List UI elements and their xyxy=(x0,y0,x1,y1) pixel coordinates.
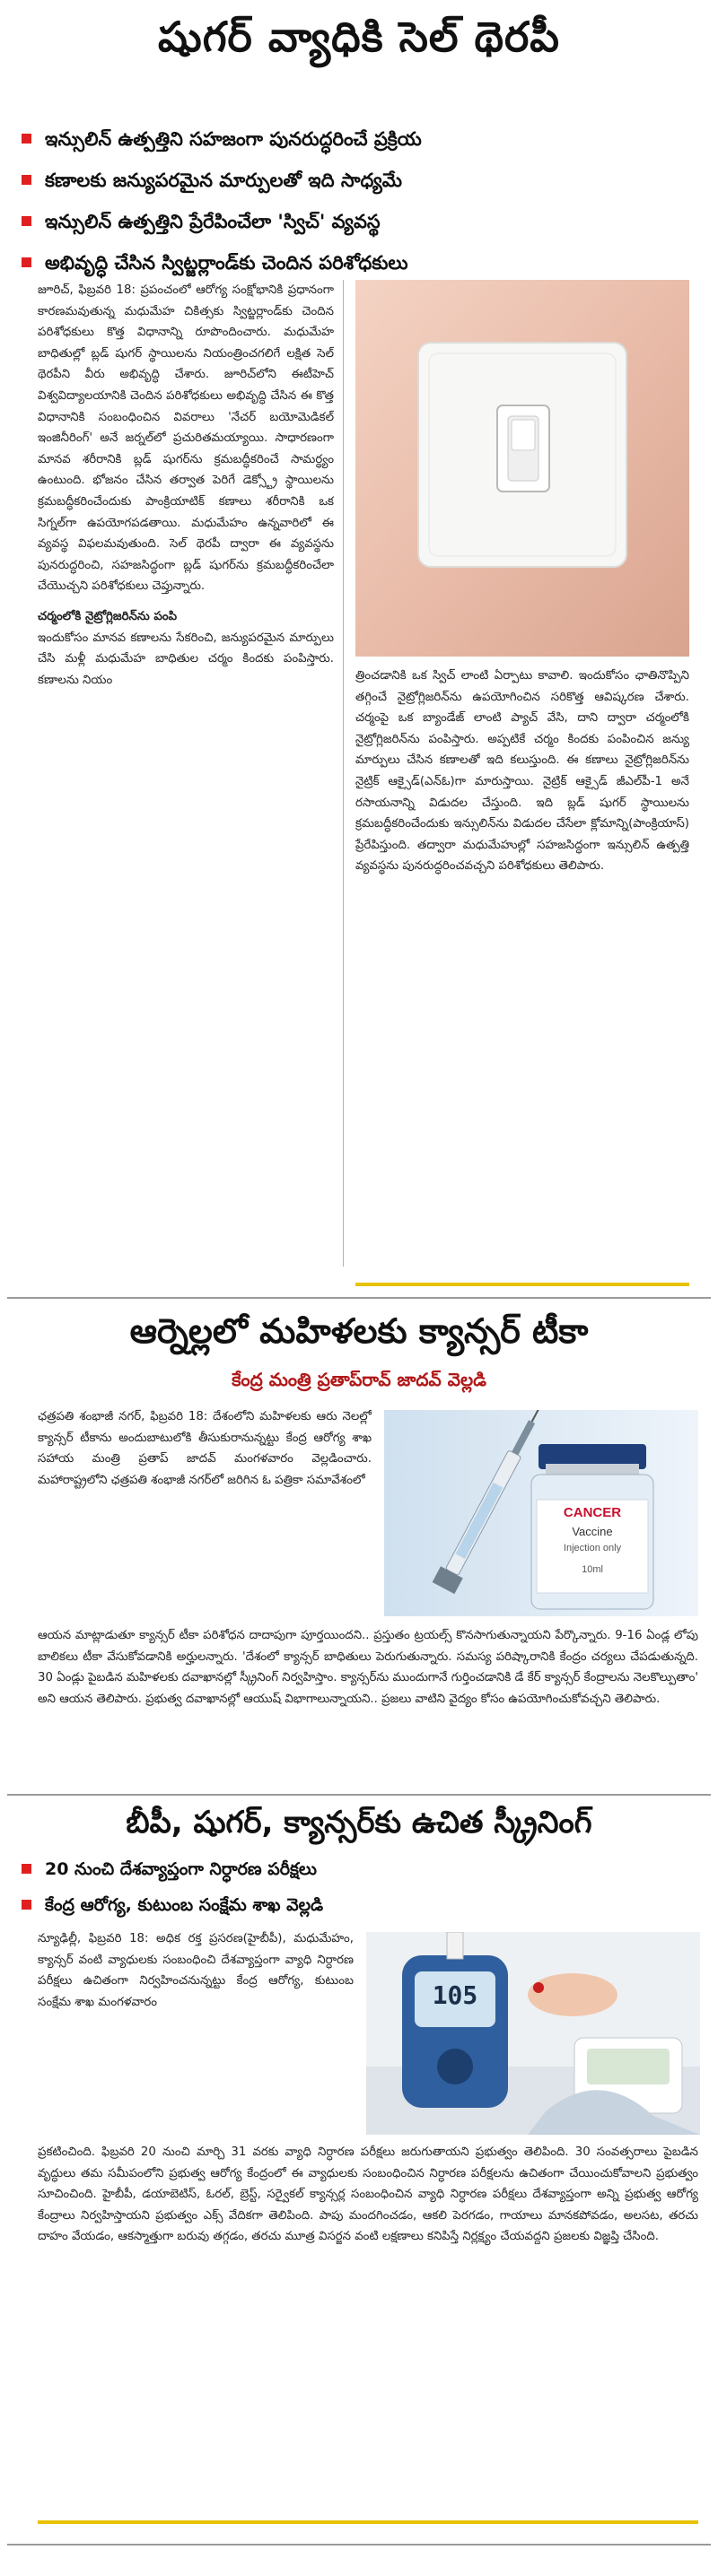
vial-line-2: Vaccine xyxy=(572,1525,613,1538)
story2-headline: ఆర్నెల్లలో మహిళలకు క్యాన్సర్ టీకా xyxy=(129,1311,589,1351)
vial-label: CANCER xyxy=(563,1505,622,1520)
story3-body-text: న్యూఢిల్లీ, ఫిబ్రవరి 18: అధిక రక్త ప్రసరణ(హైబీపీ), మధుమేహం, క్యాన్సర్ వంటి వ్యాధులకు సంబంధించి దేశవ్యాప్తంగా వ్యాధి నిర్ధారణ పరీక్షలు ఉచితంగా నిర్వహించనున్నట్టు కేంద్ర ఆరోగ్య, కుటుంబ సంక్షేమ శాఖ మంగళవారం xyxy=(38,1932,354,2009)
story3-left-text xyxy=(38,1928,354,2140)
story1-bullets xyxy=(20,118,711,283)
story1-column-2 xyxy=(355,666,689,1284)
story3-bullet: 20 నుంచి దేశవ్యాప్తంగా నిర్ధారణ పరీక్షలు xyxy=(20,1851,711,1887)
story1-end-bar xyxy=(355,1283,689,1286)
story3-bullet: కేంద్ర ఆరోగ్య, కుటుంబ సంక్షేమ శాఖ వెల్లడి xyxy=(20,1887,711,1923)
page-bottom-divider xyxy=(7,2544,711,2546)
vial-line-3: Injection only xyxy=(563,1543,622,1553)
story1-column-1 xyxy=(38,280,334,1284)
story1-body-text-2: ఇందుకోసం మానవ కణాలను సేకరించి, జన్యుపరమైన మార్పులు చేసి మళ్లీ మధుమేహ బాధితుల చర్మం కిందకు పంపిస్తారు. కణాలను నియం xyxy=(38,631,334,687)
story2-full-text xyxy=(38,1625,698,1781)
story1-bullet: కణాలకు జన్యుపరమైన మార్పులతో ఇది సాధ్యమే xyxy=(20,160,711,201)
story1-bullet: ఇన్సులిన్ ఉత్పత్తిని ప్రేరేపించేలా 'స్విచ్' వ్యవస్థ xyxy=(20,201,711,242)
story3-full-text xyxy=(38,2142,698,2510)
story3-end-bar xyxy=(38,2520,698,2524)
story2-body-text: ఛత్రపతి శంభాజీ నగర్, ఫిబ్రవరి 18: దేశంలోని మహిళలకు ఆరు నెలల్లో క్యాన్సర్ టీకాను అందుబాటులోకి తీసుకురానున్నట్టు కేంద్ర ఆరోగ్య శాఖ సహాయ మంత్రి ప్రతాప్ జాదవ్ మంగళవారం వెల్లడించారు. మహారాష్ట్రలోని ఛత్రపతి శంభాజీ నగర్‌లో జరిగిన ఓ పత్రికా సమావేశంలో xyxy=(38,1410,372,1487)
section-divider-2 xyxy=(7,1794,711,1796)
meter-reading: 105 xyxy=(432,1980,478,2010)
story3-body-text-2: ప్రకటించింది. ఫిబ్రవరి 20 నుంచి మార్చి 31 వరకు వ్యాధి నిర్ధారణ పరీక్షలు జరుగుతాయని ప్రభుత్వం తెలిపింది. 30 సంవత్సరాలు పైబడిన వృద్ధులు తమ సమీపంలోని ప్రభుత్వ ఆరోగ్య కేంద్రంలో ఈ వ్యాధులకు సంబంధించిన నిర్ధారణ పరీక్షలను ఉచితంగా చేయించుకోవాలని ప్రభుత్వం సూచించింది. హైబీపీ, డయాబెటిస్, ఓరల్, బ్రెస్ట్, సర్వైకల్ క్యాన్సర్ల సంబంధించిన వ్యాధి నిర్ధారణ పరీక్షలు దేశవ్యాప్తంగా అన్ని ప్రభుత్వ ఆరోగ్య కేంద్రాలు నిర్వహిస్తాయని ప్రభుత్వం ఎక్స్ వేదికగా తెలిపింది. పాపు మందగించడం, ఆకలి పెరగడం, గాయాలు మానకపోవడం, అలసట, తరచు దాహం వేయడం, ఆకస్మాత్తుగా బరువు తగ్గడం, తరచు మూత్ర విసర్జన వంటి లక్షణాలు కనిపిస్తే నిర్లక్ష్యం చేయవద్దని ప్రజలకు విజ్ఞప్తి చేసింది. xyxy=(38,2145,698,2244)
column-divider xyxy=(343,280,344,1266)
story3-headline: బీపీ, షుగర్, క్యాన్సర్‌కు ఉచిత స్క్రీనింగ్ xyxy=(126,1805,592,1841)
story1-headline: షుగర్ వ్యాధికి సెల్ థెరపీ xyxy=(158,13,560,61)
vial-line-4: 10ml xyxy=(582,1564,603,1575)
story2-body-text-2: ఆయన మాట్లాడుతూ క్యాన్సర్ టీకా పరిశోధన దాదాపుగా పూర్తయిందని.. ప్రస్తుతం ట్రయల్స్ కొనసాగుతున్నాయని పేర్కొన్నారు. 9-16 ఏండ్ల లోపు బాలికలు టీకా వేసుకోవడానికి అర్హులన్నారు. 'దేశంలో క్యాన్సర్ బాధితులు పెరుగుతున్నారు. సమస్య పరిష్కారానికి కేంద్రం చర్యలు చేపడుతున్నది. 30 ఏండ్లు పైబడిన మహిళలకు దవాఖానల్లో స్క్రీనింగ్ నిర్వహిస్తాం. క్యాన్సర్‌ను ముందుగానే గుర్తించడానికి డే కేర్ క్యాన్సర్ కేంద్రాలను నెలకొల్పుతాం' అని ఆయన తెలిపారు. ప్రభుత్వ దవాఖానల్లో ఆయుష్ విభాగాలున్నాయని.. ప్రజలు వాటిని వైద్యం కోసం ఉపయోగించుకోవచ్చని తెలిపారు. xyxy=(38,1629,698,1706)
story1-bullet: ఇన్సులిన్ ఉత్పత్తిని సహజంగా పునరుద్ధరించే ప్రక్రియ xyxy=(20,118,711,160)
skin-patch-photo xyxy=(355,280,689,657)
story2-subheadline: కేంద్ర మంత్రి ప్రతాప్‌రావ్ జాదవ్ వెల్లడి xyxy=(232,1369,486,1390)
story1-body-text: జూరిచ్, ఫిబ్రవరి 18: ప్రపంచంలో ఆరోగ్య సంక్షోభానికి ప్రధానంగా కారణమవుతున్న మధుమేహ చికిత్సకు స్విట్జర్లాండ్‌కు చెందిన పరిశోధకులు కొత్త విధానాన్ని రూపొందించారు. మధుమేహ బాధితుల్లో బ్లడ్ షుగర్ స్థాయిలను నియంత్రించగలిగే లక్షిత సెల్ థెరపీని వీరు అభివృద్ధి చేశారు. జూరిచ్‌లోని ఈటీహెచ్ విశ్వవిద్యాలయానికి చెందిన పరిశోధకులు అభివృద్ధి చేసిన ఈ కొత్త విధానానికి సంబంధించిన వివరాలు 'నేచర్ బయోమెడికల్ ఇంజినీరింగ్' అనే జర్నల్‌లో ప్రచురితమయ్యాయి. సాధారణంగా మానవ శరీరానికి బ్లడ్ షుగర్‌ను క్రమబద్ధీకరించే సామర్థ్యం ఉంటుంది. భోజనం చేసిన తర్వాత పెరిగే డెక్స్ట్రో స్థాయిలను క్రమబద్ధీకరించేందుకు పాంక్రియాటిక్ కణాలు శరీరానికి ఒక సిగ్నల్‌గా ఉపయోగపడతాయి. మధుమేహం ఉన్నవారిలో ఈ వ్యవస్థ విఫలమవుతుంది. సెల్ థెరపీ ద్వారా ఈ వ్యవస్థను పునరుద్ధరించి, సహజసిద్ధంగా బ్లడ్ షుగర్‌ను క్రమబద్ధీకరించేలా చేయొచ్చని పరిశోధకులు చెప్తున్నారు. xyxy=(38,283,334,594)
story3-bullets xyxy=(20,1851,711,1923)
story1-body-text-3: త్రించడానికి ఒక స్విచ్ లాంటి ఏర్పాటు కావాలి. ఇందుకోసం ఛాతినొప్పిని తగ్గించే నైట్రోగ్లిజరిన్‌ను ఉపయోగించిన సరికొత్త ఆవిష్కరణ చేశారు. చర్మంపై ఒక బ్యాండేజ్ లాంటి ప్యాచ్ వేసి, దాని ద్వారా చర్మంలోకి నైట్రోగ్లిజరిన్‌ను పంపిస్తారు. అప్పటికే చర్మం కిందకు పంపించిన జన్యు మార్పులు చేసిన కణాలతో ఇది కలుస్తుంది. ఈ కణాలు నైట్రోగ్లిజరిన్‌ను నైట్రిక్ ఆక్సైడ్(ఎన్‌ఓ)గా మారుస్తాయి. నైట్రిక్ ఆక్సైడ్ జీఎల్‌పీ-1 అనే రసాయనాన్ని విడుదల చేస్తుంది. ఇది బ్లడ్ షుగర్ స్థాయిలను క్రమబద్ధీకరించేందుకు ఇన్సులిన్‌ను విడుదల చేసేలా క్లోమాన్ని(పాంక్రియాస్) ప్రేరేపిస్తుంది. తద్వారా మధుమేహుల్లో సహజసిద్ధంగా ఇన్సులిన్ ఉత్పత్తి వ్యవస్థను పునరుద్ధరించవచ్చని పరిశోధకులు తెలిపారు. xyxy=(355,669,689,874)
cancer-vaccine-photo xyxy=(384,1410,698,1616)
story2-left-text xyxy=(38,1406,372,1623)
story1-bullet: అభివృద్ధి చేసిన స్విట్జర్లాండ్‌కు చెందిన పరిశోధకులు xyxy=(20,242,711,283)
glucose-meter-photo xyxy=(366,1932,700,2135)
section-divider xyxy=(7,1297,711,1299)
story1-subheading: చర్మంలోకి నైట్రోగ్లిజరిన్‌ను పంపి xyxy=(38,609,178,623)
